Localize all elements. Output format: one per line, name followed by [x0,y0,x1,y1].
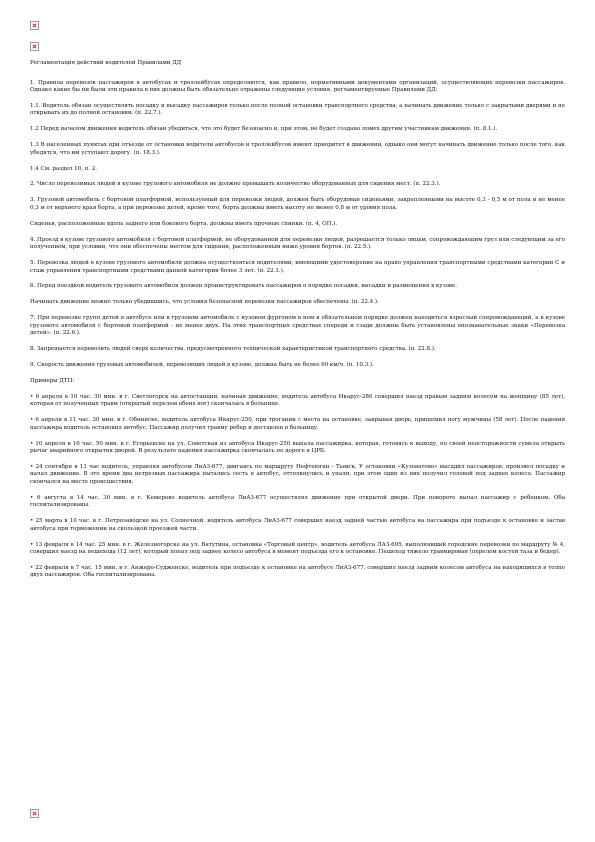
broken-image-icon [30,21,39,30]
paragraph: 5. Перевозка людей в кузове грузового автомобиля должна осуществляться водителями, имеющими удостоверение на право управления транспортными средствами категории С и стаж управления транспортными средствами данной категории более 3 лет. (п. 22.1.). [30,260,565,274]
paragraph: Сиденья, расположенные вдоль заднего или бокового борта, должны иметь прочные спинки. (п. 4, ОП.). [30,220,338,227]
example-item: • 6 апреля в 11 час. 30 мин. в г. Обнинске, водитель автобуса Икарус-250, при трогании с места на остановке, закрывая дверь, прищемил ногу мужчины (58 лет). После падения пассажира водитель остановил автобус. Пассажир получил травму ребер и доставлен в больницу. [30,417,565,431]
broken-image-icon [30,42,39,51]
examples-heading: Примеры ДТП: [30,377,75,384]
example-item: • 6 апреля в 10 час. 30 мин. в г. Светлогорск на автостанции, начиная движение, водитель автобуса Икарус-280 совершил наезд правым задним колесом на женщину (85 лет), которая от полученных травм (открытый перелом обеих ног) скончалась в больнице. [30,393,565,408]
paragraph: 1.2 Перед началом движения водитель обязан убедиться, что это будет безопасно и, при этом, не будет создано помех другим участникам движения. (п. 8.1.). [30,126,498,133]
document-body [30,60,565,588]
paragraph: 1. Правила перевозок пассажиров в автобусах и троллейбусах определяются, как правило, нормативными документами организаций, осуществляющих перевозки пассажиров. Однако какие бы ни были эти правила в них должны быть обязательно отражены следующие условия, регламентируемые Правилами ДД: [30,79,565,93]
example-item: • 13 февраля в 14 час. 25 мин. в г. Железногорске на ул. Ватутина, остановка «Торговый центр», водитель автобуса ЛАЗ-695, выполнявший городские перевозки по маршруту № 4, совершил наезд на пешехода (12 лет), который попал под заднее колесо автобуса в момент подъезда его к остановке. Пешеход тяжело травмирован (перелом костей таза и бедер). [30,541,565,556]
paragraph: 9. Скорость движения грузовых автомобилей, перевозящих людей в кузове, должна быть не более 60 км/ч. (п. 10.3.). [30,361,374,368]
paragraph: 3. Грузовой автомобиль с бортовой платформой, используемый для перевозки людей, должен быть оборудован сиденьями, закрепленными на высоте 0,3 - 0,5 м от пола и не менее 0,3 м от верхнего края борта, а при перевозке детей, кроме того, борта должны иметь высоту не менее 0,8 м от уровня пола. [30,197,565,211]
paragraph: 1.1. Водитель обязан осуществлять посадку и высадку пассажиров только после полной остановки транспортного средства, а начинать движение только с закрытыми дверями и не открывать их до полной остановки. (п. 22.7.). [30,102,565,117]
example-item: • 10 апреля в 16 час. 50 мин. в г. Егорьевске на ул. Советская из автобуса Икарус-250 выпала пассажирка, которая, готовясь к выходу, по своей неосторожности сумела открыть рычаг аварийного открытия дверей. В результате падения пассажирка скончалась по дороге в ЦРБ. [30,440,565,455]
example-item: • 22 февраля в 7 час. 15 мин. в г. Анжеро-Судженске, водитель при подъезде к остановке на автобусе ЛиАЗ-677, совершил наезд задним колесом автобуса на находящихся в толпе двух пассажиров. Оба госпитализированы. [30,564,565,579]
paragraph: 1.3 В населенных пунктах при отъезде от остановки водители автобусов и троллейбусов имеют приоритет в движении, однако они могут начинать движение только после того, как убедятся, что им уступают дорогу. (п. 18.3.). [30,142,565,156]
paragraph: 6. Перед поездкой водитель грузового автомобиля должен проинструктировать пассажиров о порядке посадки, высадки и размещения в кузове. [30,283,458,290]
example-item: • 24 сентября в 11 час водитель, управляя автобусом ЛиАЗ-677, двигаясь по маршруту Нефтеюган - Тымск, У остановки «Кузоватово» высадил пассажиров, произвел посадку и начал движение. В это время два нетрезвых пассажира пытались сесть в автобус, оттолкнулись и упали, при этом один из них получил головой под заднее колесо. Пассажир скончался на месте происшествия. [30,463,565,485]
paragraph: 2. Число перевозимых людей в кузове грузового автомобиля не должно превышать количество оборудованных для сидения мест. (п. 22.3.). [30,181,441,188]
paragraph: Начинать движение можно только убедившись, что условия безопасной перевозки пассажиров обеспечены. (п. 22.4.). [30,299,379,306]
example-item: • 25 марта в 10 час. в г. Петрозаводске на ул. Солнечной, водитель автобуса ЛиАЗ-677 совершил наезд задней частью автобуса на пассажира при подъезде к остановке и застав автобуса при торможении на скользкой проезжей части. [30,518,565,532]
paragraph: 1.4 См. раздел 10, п. 2. [30,165,98,172]
example-item: • 6 августа в 14 час. 30 мин. в г. Кемерово водитель автобуса ЛиАЗ-677 осуществлял движение при открытой двери. При повороте выпал пассажир с ребенком. Оба госпитализированы. [30,494,565,509]
document-title: Регламентация действий водителей Правилами ДД [30,60,182,66]
paragraph: 7. При перевозке групп детей в автобусе или в грузовом автомобиле с кузовом фургоном в нем в обязательном порядке должен находиться взрослый сопровождающий, а в кузове грузового автомобиля с бортовой платформой - не менее двух. На этих транспортных средствах спереди и сзади должны быть установлены опознавательные знаки «Перевозка детей». (п. 22.6.). [30,315,565,337]
broken-image-icon [30,809,39,818]
paragraph: 8. Запрещается перевозить людей сверх количества, предусмотренного технической характеристикой транспортного средства. (п. 22.8.). [30,346,436,353]
paragraph: 4. Проезд в кузове грузового автомобиля с бортовой платформой, не оборудованной для перевозки людей, разрешается только лицам, сопровождающим груз или следующим за его получением, при условии, что они обеспечены местом для сидения, расположенным ниже уровня бортов. (п. 22.5.). [30,236,565,251]
